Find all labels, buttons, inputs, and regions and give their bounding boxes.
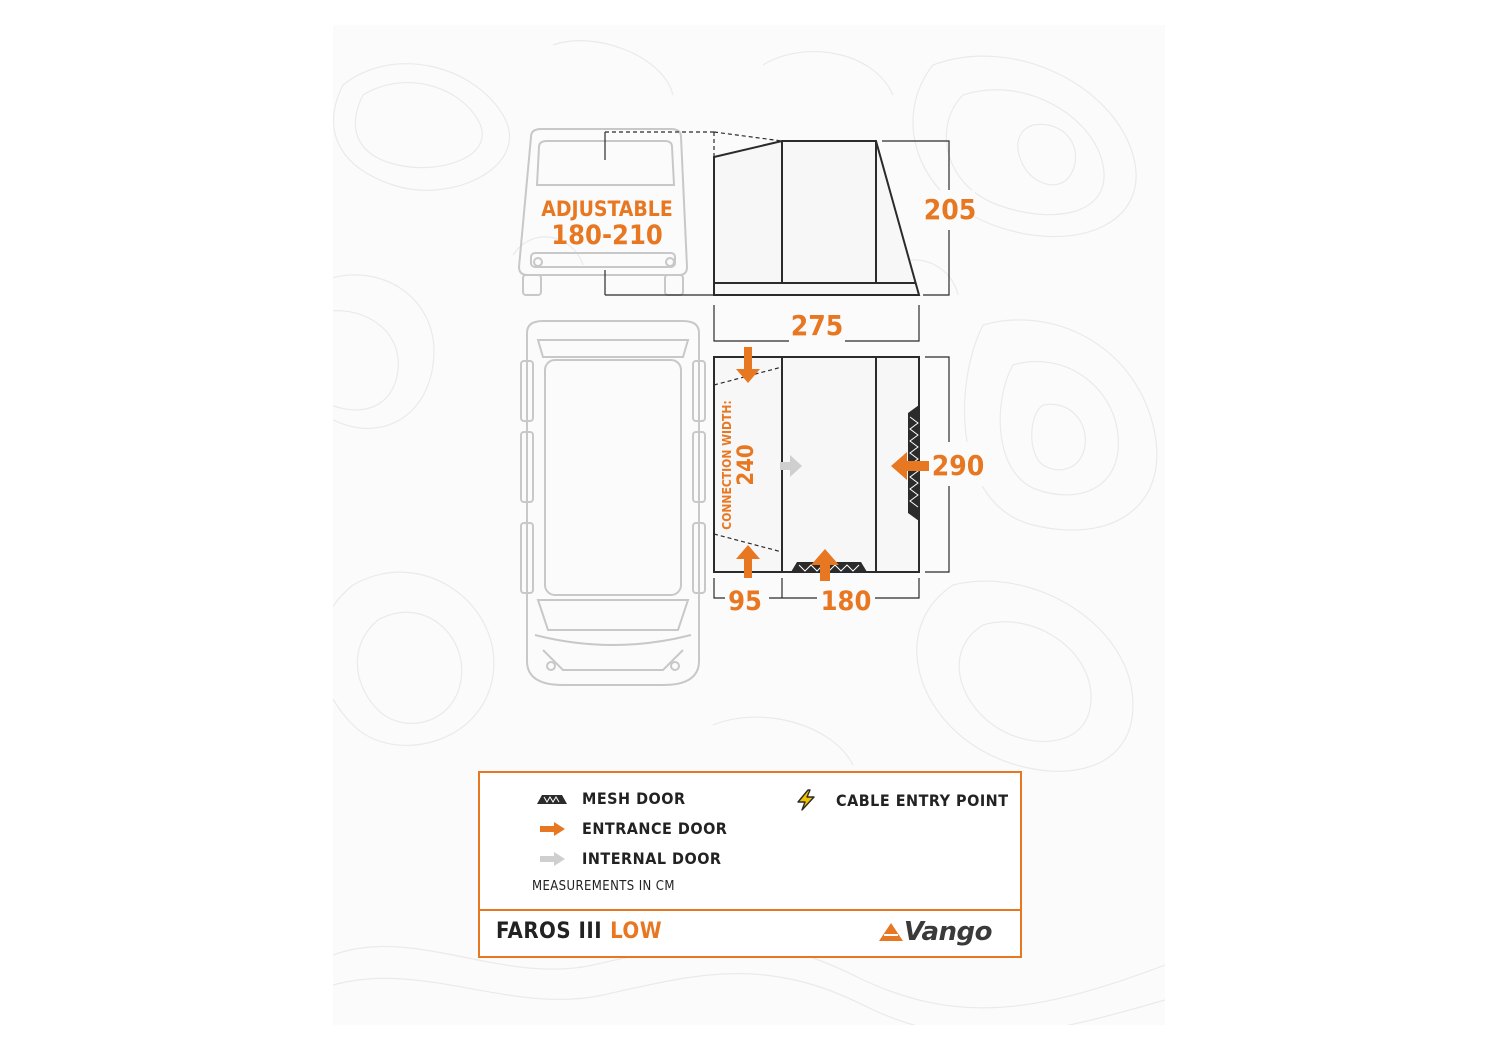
legend-footer bbox=[480, 909, 1020, 956]
legend-internal-door bbox=[530, 849, 722, 868]
lightning-icon bbox=[784, 789, 828, 811]
mesh-door-icon bbox=[530, 793, 574, 805]
main-section-dimension: 180 bbox=[820, 586, 872, 617]
cable-entry-label: CABLE ENTRY POINT bbox=[836, 790, 1009, 810]
height-dimension: 205 bbox=[923, 193, 977, 226]
diagram-sheet bbox=[333, 25, 1165, 1025]
internal-door-label: INTERNAL DOOR bbox=[582, 849, 722, 868]
entrance-door-label: ENTRANCE DOOR bbox=[582, 819, 728, 838]
adjustable-label: ADJUSTABLE bbox=[541, 197, 673, 221]
brand-name: Vango bbox=[903, 917, 992, 947]
product-variant: LOW bbox=[610, 919, 663, 944]
adjustable-range: 180-210 bbox=[551, 220, 663, 251]
measurements-note: MEASUREMENTS IN CM bbox=[532, 879, 675, 894]
connection-label: CONNECTION WIDTH: bbox=[720, 400, 734, 530]
product-name bbox=[496, 919, 662, 944]
vango-logo-icon bbox=[878, 921, 904, 943]
connection-value: 240 bbox=[734, 444, 759, 486]
awning-diagram bbox=[333, 25, 1165, 765]
legend-box bbox=[478, 771, 1022, 958]
awning-side-view bbox=[714, 141, 919, 295]
product-model: FAROS III bbox=[496, 919, 603, 944]
legend-mesh-door bbox=[530, 789, 686, 808]
entrance-arrow-icon bbox=[530, 822, 574, 836]
internal-arrow-icon bbox=[530, 852, 574, 866]
legend-cable-entry bbox=[784, 789, 1009, 811]
width-dimension: 275 bbox=[790, 309, 844, 342]
depth-dimension: 290 bbox=[931, 449, 985, 482]
side-section-dimension: 95 bbox=[728, 586, 762, 617]
legend-entrance-door bbox=[530, 819, 727, 838]
mesh-door-label: MESH DOOR bbox=[582, 789, 686, 808]
brand-logo bbox=[878, 917, 992, 947]
van-top-view bbox=[521, 321, 705, 685]
